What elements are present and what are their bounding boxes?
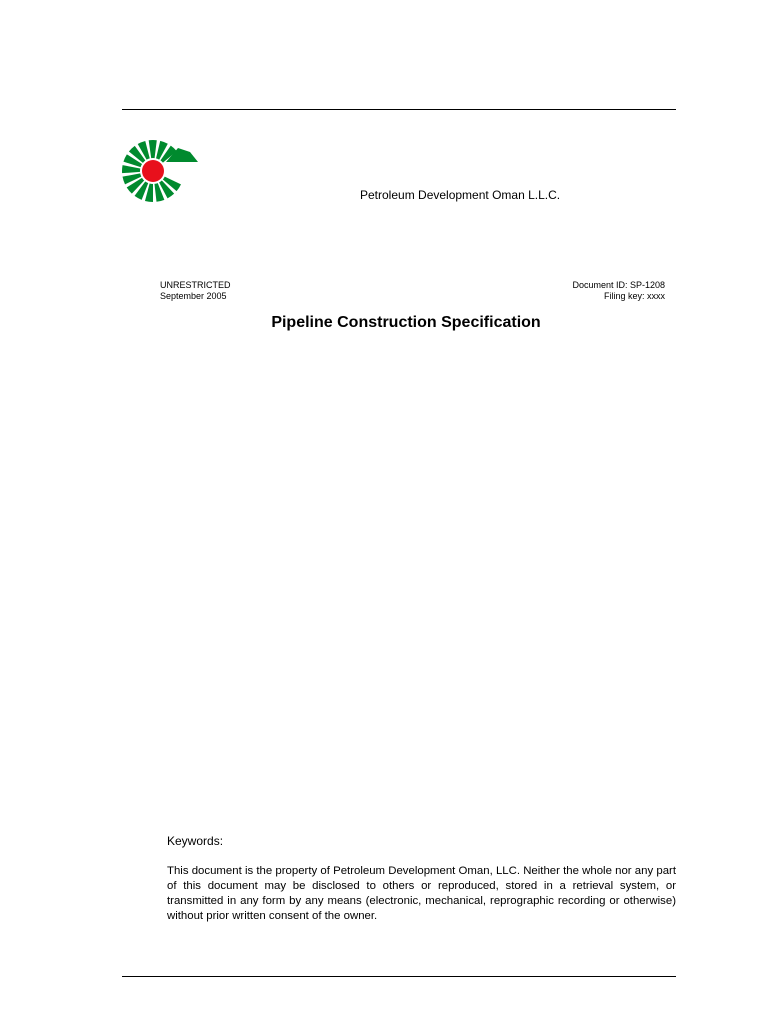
- document-date: September 2005: [160, 291, 227, 301]
- logo-red-center: [142, 160, 164, 182]
- meta-right: [572, 280, 665, 302]
- classification-label: UNRESTRICTED: [160, 280, 231, 290]
- logo-ray: [149, 140, 157, 158]
- document-title: Pipeline Construction Specification: [271, 314, 541, 331]
- document-id: Document ID: SP-1208: [572, 280, 665, 290]
- logo-ray: [122, 165, 140, 173]
- meta-left: [160, 280, 231, 302]
- bottom-rule: [122, 976, 676, 977]
- confidentiality-notice: This document is the property of Petroleum Development Oman, LLC. Neither the whole nor any part of this document may be disclosed to others or reproduced, stored in a retrieval system, or transmitted in any form by any means (electronic, mechanical, reprographic recording or otherwise) without prior written consent of the owner.: [167, 865, 676, 922]
- top-rule: [122, 109, 676, 110]
- company-name: Petroleum Development Oman L.L.C.: [360, 188, 561, 202]
- filing-key: Filing key: xxxx: [603, 291, 665, 301]
- keywords-label: Keywords:: [167, 834, 224, 848]
- pdo-sunburst-logo: [120, 140, 200, 202]
